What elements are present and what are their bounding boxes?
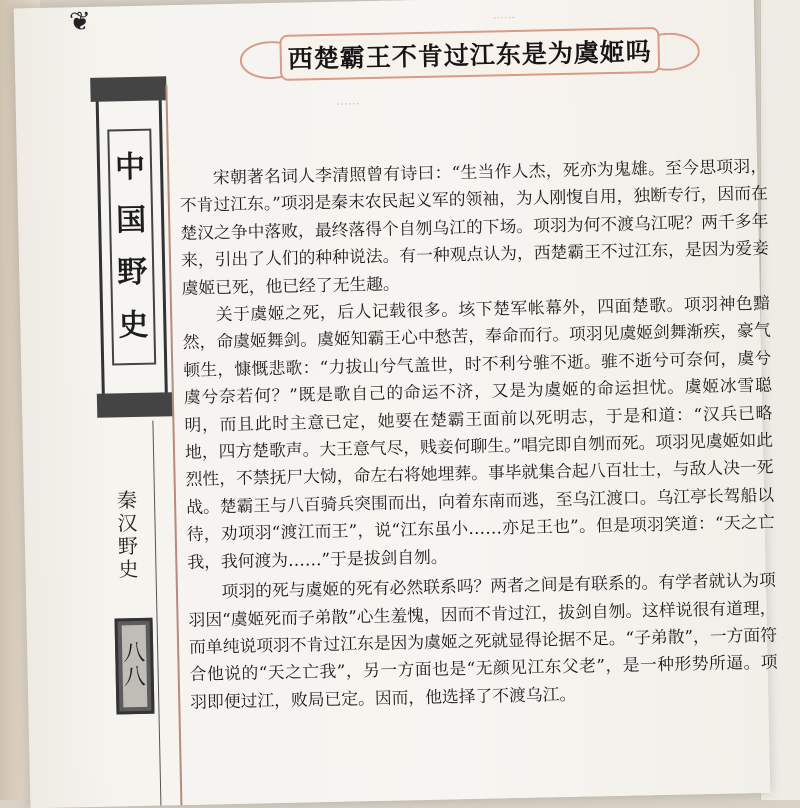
page-number-char: 八 [123, 664, 147, 691]
section-char: 秦 [116, 487, 138, 513]
section-char: 野 [117, 533, 139, 559]
page-number [122, 625, 148, 707]
book-title-banner [95, 85, 168, 408]
banner-char: 史 [118, 307, 149, 343]
chapter-title: 西楚霸王不肯过江东是为虞姬吗 [287, 37, 653, 74]
section-char: 史 [118, 556, 139, 582]
bleed-through-text: …… [335, 93, 360, 108]
article-body [179, 153, 778, 716]
section-char: 汉 [117, 510, 138, 536]
page-number-char: 八 [122, 640, 146, 667]
ornament-icon: ❦ [68, 6, 92, 38]
banner-cap-top [90, 76, 166, 102]
banner-char: 国 [115, 202, 147, 239]
book-page [14, 0, 778, 808]
banner-inner [107, 129, 156, 366]
section-label [112, 487, 144, 582]
title-frame [279, 27, 660, 81]
chapter-title-bar [239, 22, 700, 86]
banner-cap-bottom [97, 392, 173, 418]
banner-char: 中 [114, 150, 146, 186]
banner-char: 野 [116, 254, 148, 291]
paragraph: 关于虞姬之死，后人记载很多。垓下楚军帐幕外，四面楚歌。项羽神色黯然，命虞姬舞剑。虞姬知霸王心中愁苦，奉命而行。项羽见虞姬剑舞渐疾，豪气顿生，慷慨悲歌：“力拔山兮气盖世，时不利兮骓不逝。骓不逝兮可奈何，虞兮虞兮奈若何？”既是歌自己的命运不济，又是为虞姬的命运担忧。虞姬冰雪聪明，而且此时主意已定，她要在楚霸王面前以死明志，于是和道：“汉兵已略地，四方楚歌声。大王意气尽，贱妾何聊生。”唱完即自刎而死。项羽见虞姬如此烈性，不禁抚尸大恸，命左右将她埋葬。事毕就集合起八百壮士，与敌人决一死战。楚霸王与八百骑兵突围而出，向着东南而逃，至乌江渡口。乌江亭长驾船以待，劝项羽“渡江而王”，说“江东虽小……亦足王也”。但是项羽笑道：“天之亡我，我何渡为……”于是拔剑自刎。 [182, 292, 775, 572]
page-number-box [115, 618, 155, 715]
paragraph: 项羽的死与虞姬的死有必然联系吗？两者之间是有联系的。有学者就认为项羽因“虞姬死而子弟散”心生羞愧，因而不肯过江，拔剑自刎。这样说很有道理，而单纯说项羽不肯过江东是因为虞姬之死就显得论据不足。“子弟散”，一方面符合他说的“天之亡我”，另一方面也是“无颜见江东父老”，是一种形势所逼。项羽即便过江，败局已定。因而，他选择了不渡乌江。 [188, 569, 778, 712]
faded-running-header: …… [492, 7, 516, 22]
paragraph: 宋朝著名词人李清照曾有诗曰：“生当作人杰，死亦为鬼雄。至今思项羽，不肯过江东。”项羽是秦末农民起义军的领袖，为人刚愎自用，独断专行，因而在楚汉之争中落败，最终落得个自刎乌江的下场。项羽为何不渡乌江呢？两千多年来，引出了人们的种种说法。有一种观点认为，西楚霸王不过江东，是因为爱妾虞姬已死，他已经了无生趣。 [179, 155, 770, 298]
